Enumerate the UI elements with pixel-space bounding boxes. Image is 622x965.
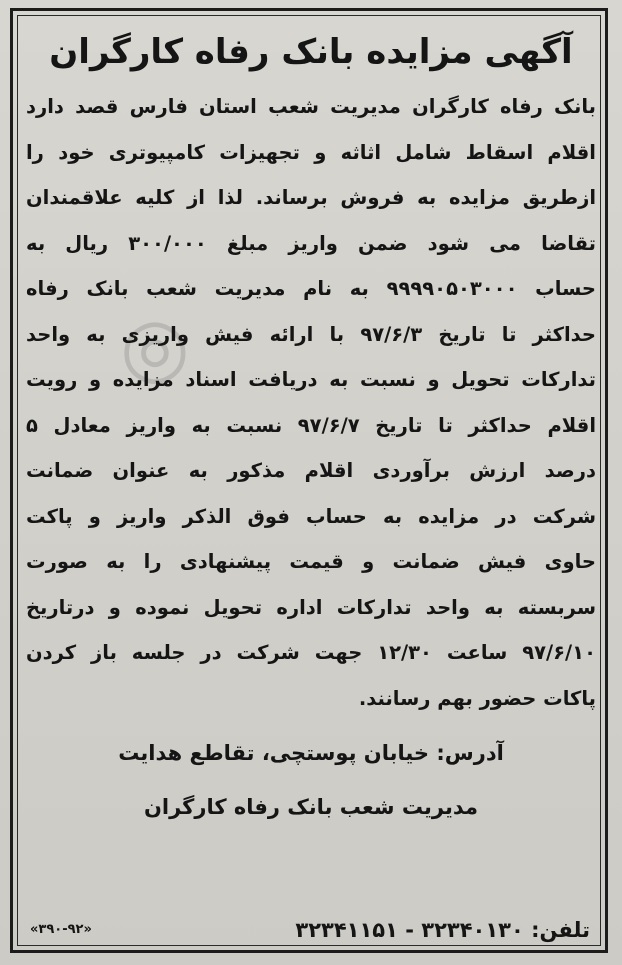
office-name: مدیریت شعب بانک رفاه کارگران	[143, 795, 479, 819]
phone-numbers: تلفن: ۳۲۳۴۰۱۳۰ - ۳۲۳۴۱۱۵۱	[295, 918, 590, 942]
body-line: حداکثر تا تاریخ ۹۷/۶/۳ با ارائه فیش واریزی به واحد	[26, 322, 596, 346]
ad-code: «۳۹۰-۹۲»	[30, 922, 92, 937]
notice-footer	[26, 912, 596, 948]
watermark-logo: ◎	[120, 300, 190, 393]
body-line: ازطریق مزایده به فروش برساند. لذا از کلیه علاقمندان	[26, 186, 596, 209]
notice-content	[26, 22, 596, 829]
body-line: حاوی فیش ضمانت و قیمت پیشنهادی را به صورت	[26, 550, 596, 573]
body-line: تقاضا می شود ضمن واریز مبلغ ۳۰۰/۰۰۰ ریال به	[26, 231, 596, 255]
body-line: حساب ۹۹۹۹۰۵۰۳۰۰۰ به نام مدیریت شعب بانک رفاه	[26, 277, 596, 300]
address-line: آدرس: خیابان پوستچی، تقاطع هدایت	[118, 741, 504, 765]
notice-body	[26, 84, 596, 721]
body-line: سربسته به واحد تدارکات اداره تحویل نموده و درتاریخ	[26, 595, 596, 619]
body-line: پاکات حضور بهم رسانند.	[358, 686, 596, 710]
body-line: ۹۷/۶/۱۰ ساعت ۱۲/۳۰ جهت شرکت در جلسه باز کردن	[26, 641, 596, 664]
body-line: درصد ارزش برآوردی اقلام مذکور به عنوان ضمانت	[26, 459, 596, 482]
body-line: بانک رفاه کارگران مدیریت شعب استان فارس قصد دارد	[26, 95, 596, 118]
body-line: اقلام حداکثر تا تاریخ ۹۷/۶/۷ نسبت به واریز معادل ۵	[26, 413, 596, 437]
notice-title: آگهی مزایده بانک رفاه کارگران	[49, 32, 573, 72]
body-line: شرکت در مزایده به حساب فوق الذکر واریز و پاکت	[26, 504, 596, 528]
body-line: اقلام اسقاط شامل اثاثه و تجهیزات کامپیوتری خود را	[26, 140, 596, 164]
body-line: تدارکات تحویل و نسبت به دریافت اسناد مزایده و رویت	[26, 368, 596, 391]
